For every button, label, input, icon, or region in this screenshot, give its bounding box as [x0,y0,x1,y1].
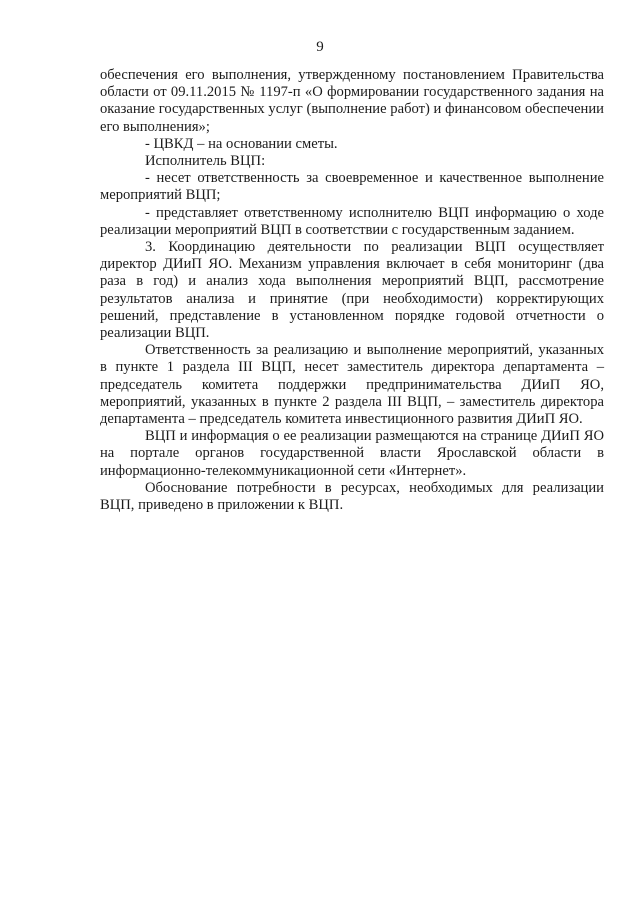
paragraph-publication: ВЦП и информация о ее реализации размещаются на странице ДИиП ЯО на портале органов государственной власти Ярославской области в информационно-телекоммуникационной сети «Интернет». [100,428,604,479]
document-body [100,67,604,514]
paragraph-executor-heading: Исполнитель ВЦП: [145,153,266,170]
paragraph-coordination: 3. Координацию деятельности по реализации ВЦП осуществляет директор ДИиП ЯО. Механизм управления включает в себя мониторинг (два раза в год) и анализ хода выполнения мероприятий ВЦП, рассмотрение результатов анализа и принятие (при необходимости) корректирующих решений, представление в установленном порядке годовой отчетности о реализации ВЦП. [100,239,604,342]
page-number: 9 [316,39,324,55]
list-item-reporting: - представляет ответственному исполнителю ВЦП информацию о ходе реализации мероприятий ВЦП в соответствии с государственным заданием. [100,204,604,238]
paragraph-continuation: обеспечения его выполнения, утвержденному постановлением Правительства области от 09.11.2015 № 1197-п «О формировании государственного задания на оказание государственных услуг (выполнение работ) и финансовом обеспечении его выполнения»; [100,67,604,135]
list-item-cvkd: - ЦВКД – на основании сметы. [145,135,338,152]
paragraph-responsibility: Ответственность за реализацию и выполнение мероприятий, указанных в пункте 1 раздела III ВЦП, несет заместитель директора департамента – председатель комитета поддержки предпринимательства ДИиП ЯО, мероприятий, указанных в пункте 2 раздела III ВЦП, – заместитель директора департамента – председатель комитета инвестиционного развития ДИиП ЯО. [100,342,604,428]
paragraph-resources: Обоснование потребности в ресурсах, необходимых для реализации ВЦП, приведено в приложении к ВЦП. [100,479,604,514]
list-item-responsibility: - несет ответственность за своевременное и качественное выполнение мероприятий ВЦП; [100,170,604,204]
